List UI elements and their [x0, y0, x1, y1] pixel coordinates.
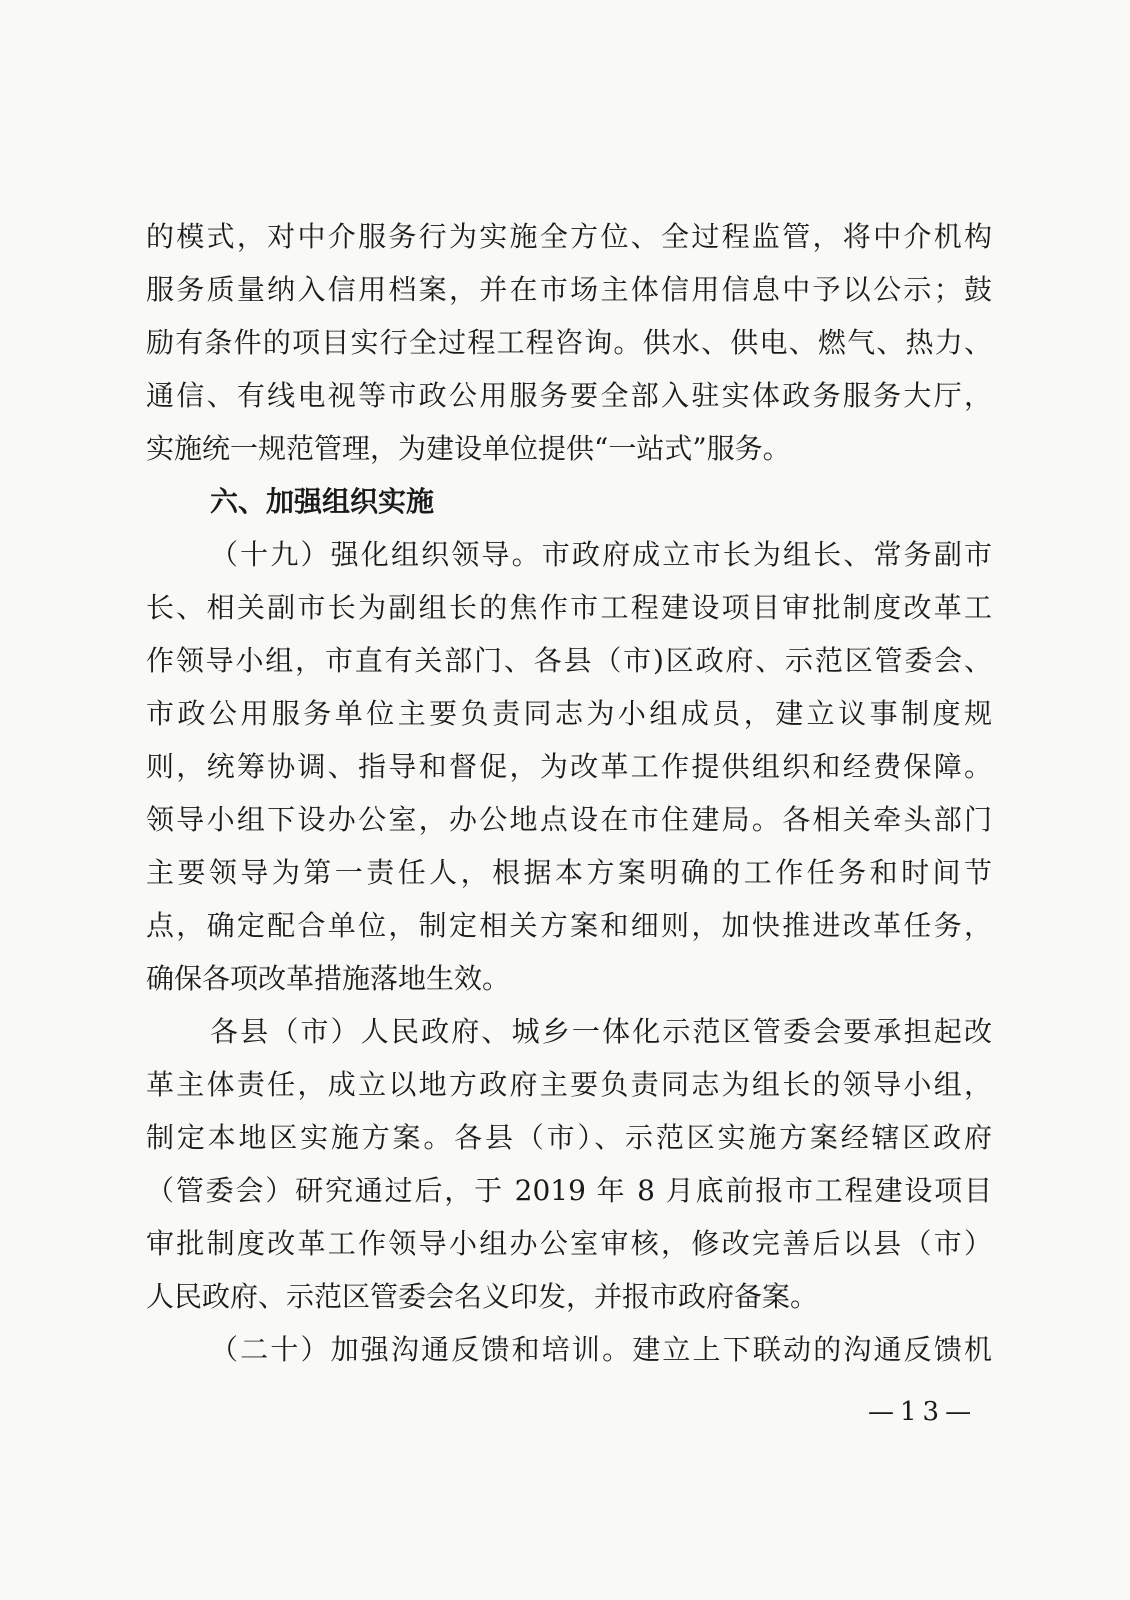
text-line: （管委会）研究通过后，于 2019 年 8 月底前报市工程建设项目	[146, 1174, 992, 1207]
text-line: 人民政府、示范区管委会名义印发，并报市政府备案。	[146, 1280, 819, 1313]
text-line: 服务质量纳入信用档案，并在市场主体信用信息中予以公示；鼓	[146, 273, 992, 306]
document-body	[146, 210, 992, 1376]
text-line: 审批制度改革工作领导小组办公室审核，修改完善后以县（市）	[146, 1227, 992, 1260]
text-line: 则，统筹协调、指导和督促，为改革工作提供组织和经费保障。	[146, 750, 992, 783]
text-line: 实施统一规范管理，为建设单位提供“一站式”服务。	[146, 432, 791, 465]
text-line: 通信、有线电视等市政公用服务要全部入驻实体政务服务大厅，	[146, 379, 992, 412]
text-line: 市政公用服务单位主要负责同志为小组成员，建立议事制度规	[146, 697, 992, 730]
text-line: （十九）强化组织领导。市政府成立市长为组长、常务副市	[210, 538, 992, 571]
text-line: 长、相关副市长为副组长的焦作市工程建设项目审批制度改革工	[146, 591, 992, 624]
text-line: 各县（市）人民政府、城乡一体化示范区管委会要承担起改	[210, 1015, 992, 1048]
text-line: 作领导小组，市直有关部门、各县（市)区政府、示范区管委会、	[146, 644, 992, 677]
text-line: （二十）加强沟通反馈和培训。建立上下联动的沟通反馈机	[210, 1333, 992, 1366]
text-line: 制定本地区实施方案。各县（市）、示范区实施方案经辖区政府	[146, 1121, 992, 1154]
text-line: 的模式，对中介服务行为实施全方位、全过程监管，将中介机构	[146, 220, 992, 253]
text-line: 确保各项改革措施落地生效。	[146, 962, 511, 995]
text-line: 领导小组下设办公室，办公地点设在市住建局。各相关牵头部门	[146, 803, 992, 836]
text-line: 革主体责任，成立以地方政府主要负责同志为组长的领导小组，	[146, 1068, 992, 1101]
text-line: 主要领导为第一责任人，根据本方案明确的工作任务和时间节	[146, 856, 992, 889]
text-line: 点，确定配合单位，制定相关方案和细则，加快推进改革任务，	[146, 909, 992, 942]
text-line: 励有条件的项目实行全过程工程咨询。供水、供电、燃气、热力、	[146, 326, 992, 359]
section-heading: 六、加强组织实施	[210, 485, 435, 518]
page-number: —13—	[868, 1397, 978, 1427]
